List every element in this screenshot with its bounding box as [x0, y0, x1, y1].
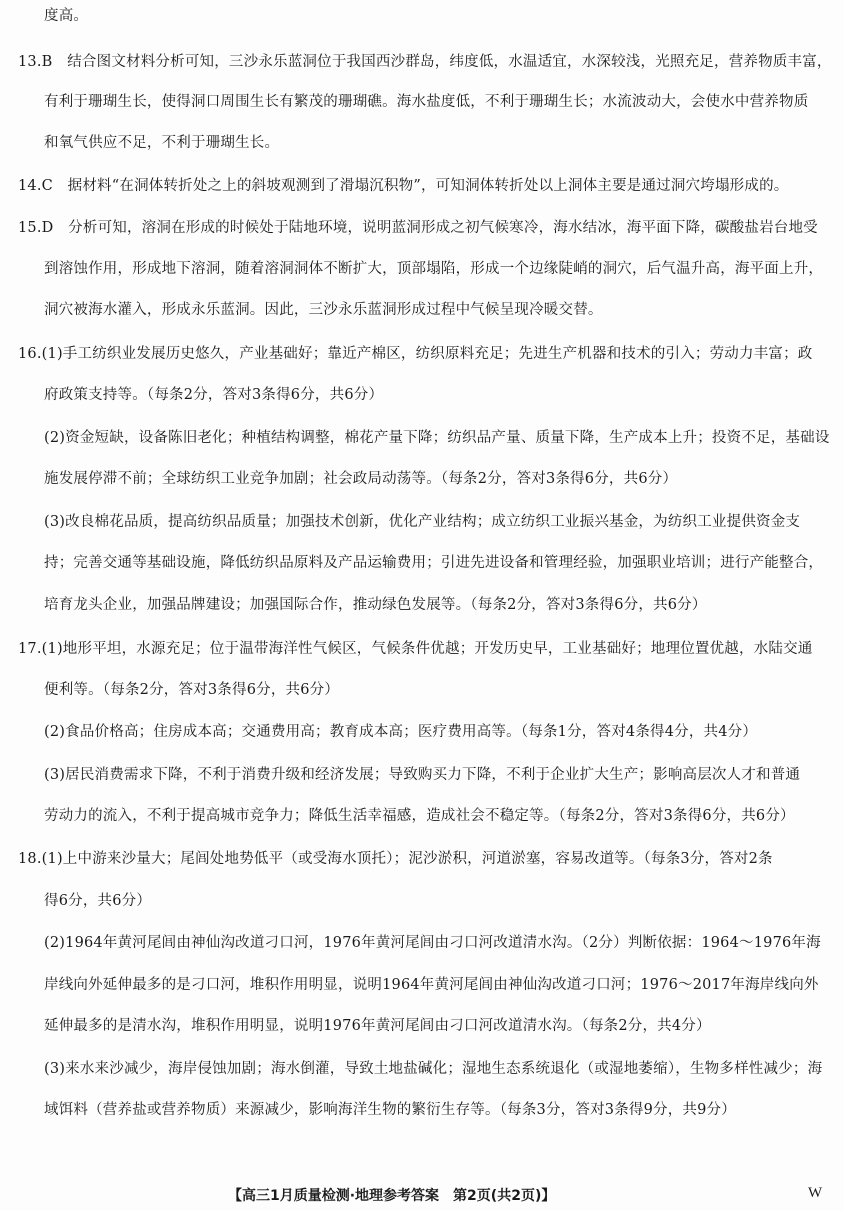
text-line: 到溶蚀作用，形成地下溶洞，随着溶洞洞体不断扩大，顶部塌陷，形成一个边缘陡峭的洞穴，后气温升高，海平面上升，	[44, 261, 824, 277]
text-line: 13.B 结合图文材料分析可知，三沙永乐蓝洞位于我国西沙群岛，纬度低，水温适宜，水深较浅，光照充足，营养物质丰富，	[18, 54, 832, 70]
text-line: 府政策支持等。（每条2分，答对3条得6分，共6分）	[44, 387, 384, 403]
text-line: (3)改良棉花品质，提高纺织品质量；加强技术创新，优化产业结构；成立纺织工业振兴基金，为纺织工业提供资金支	[44, 514, 801, 530]
text-line: 域饵料（营养盐或营养物质）来源减少，影响海洋生物的繁衍生存等。（每条3分，答对3条得9分，共9分）	[44, 1102, 736, 1118]
text-line: (2)资金短缺，设备陈旧老化；种植结构调整，棉花产量下降；纺织品产量、质量下降，生产成本上升；投资不足，基础设	[44, 430, 830, 446]
page-footer: 【高三1月质量检测·地理参考答案 第2页(共2页)】	[228, 1188, 556, 1204]
text-line: 和氧气供应不足，不利于珊瑚生长。	[44, 135, 280, 151]
text-line: 便利等。（每条2分，答对3条得6分，共6分）	[44, 682, 340, 698]
text-line: 洞穴被海水灌入，形成永乐蓝洞。因此，三沙永乐蓝洞形成过程中气候呈现冷暖交替。	[44, 302, 603, 318]
text-line: 持；完善交通等基础设施，降低纺织品原料及产品运输费用；引进先进设备和管理经验，加强职业培训；进行产能整合，	[44, 555, 824, 571]
text-line: 17.(1)地形平坦，水源充足；位于温带海洋性气候区，气候条件优越；开发历史早，工业基础好；地理位置优越，水陆交通	[18, 641, 813, 657]
text-line: 劳动力的流入，不利于提高城市竞争力；降低生活幸福感，造成社会不稳定等。（每条2分，答对3条得6分，共6分）	[44, 808, 795, 824]
text-line: 16.(1)手工纺织业发展历史悠久，产业基础好；靠近产棉区，纺织原料充足；先进生产机器和技术的引入；劳动力丰富；政	[18, 346, 813, 362]
text-line: 15.D 分析可知，溶洞在形成的时候处于陆地环境，说明蓝洞形成之初气候寒冷，海水结冰，海平面下降，碳酸盐岩台地受	[18, 220, 818, 236]
text-line: (2)食品价格高；住房成本高；交通费用高；教育成本高；医疗费用高等。（每条1分，答对4条得4分，共4分）	[44, 724, 758, 740]
footer-mark: W	[808, 1185, 823, 1201]
text-line: (3)居民消费需求下降，不利于消费升级和经济发展；导致购买力下降，不利于企业扩大生产；影响高层次人才和普通	[44, 767, 801, 783]
text-line: 有利于珊瑚生长，使得洞口周围生长有繁茂的珊瑚礁。海水盐度低，不利于珊瑚生长；水流波动大，会使水中营养物质	[44, 94, 809, 110]
text-line: 培育龙头企业，加强品牌建设；加强国际合作，推动绿色发展等。（每条2分，答对3条得6分，共6分）	[44, 597, 707, 613]
text-line: 度高。	[44, 8, 89, 24]
text-line: 施发展停滞不前；全球纺织工业竞争加剧；社会政局动荡等。（每条2分，答对3条得6分，共6分）	[44, 471, 678, 487]
text-line: 18.(1)上中游来沙量大；尾闾处地势低平（或受海水顶托）；泥沙淤积，河道淤塞，容易改道等。（每条3分，答对2条	[18, 851, 773, 867]
text-line: (2)1964年黄河尾闾由神仙沟改道刁口河，1976年黄河尾闾由刁口河改道清水沟。（2分）判断依据：1964～1976年海	[44, 935, 821, 951]
text-line: (3)来水来沙减少，海岸侵蚀加剧；海水倒灌，导致土地盐碱化；湿地生态系统退化（或湿地萎缩），生物多样性减少；海	[44, 1061, 823, 1077]
text-line: 得6分，共6分）	[44, 893, 152, 909]
text-line: 岸线向外延伸最多的是刁口河，堆积作用明显，说明1964年黄河尾闾由神仙沟改道刁口河；1976～2017年海岸线向外	[44, 977, 819, 993]
text-line: 延伸最多的是清水沟，堆积作用明显，说明1976年黄河尾闾由刁口河改道清水沟。（每条2分，共4分）	[44, 1018, 711, 1034]
text-line: 14.C 据材料“在洞体转折处之上的斜坡观测到了滑塌沉积物”，可知洞体转折处以上洞体主要是通过洞穴垮塌形成的。	[18, 178, 789, 194]
